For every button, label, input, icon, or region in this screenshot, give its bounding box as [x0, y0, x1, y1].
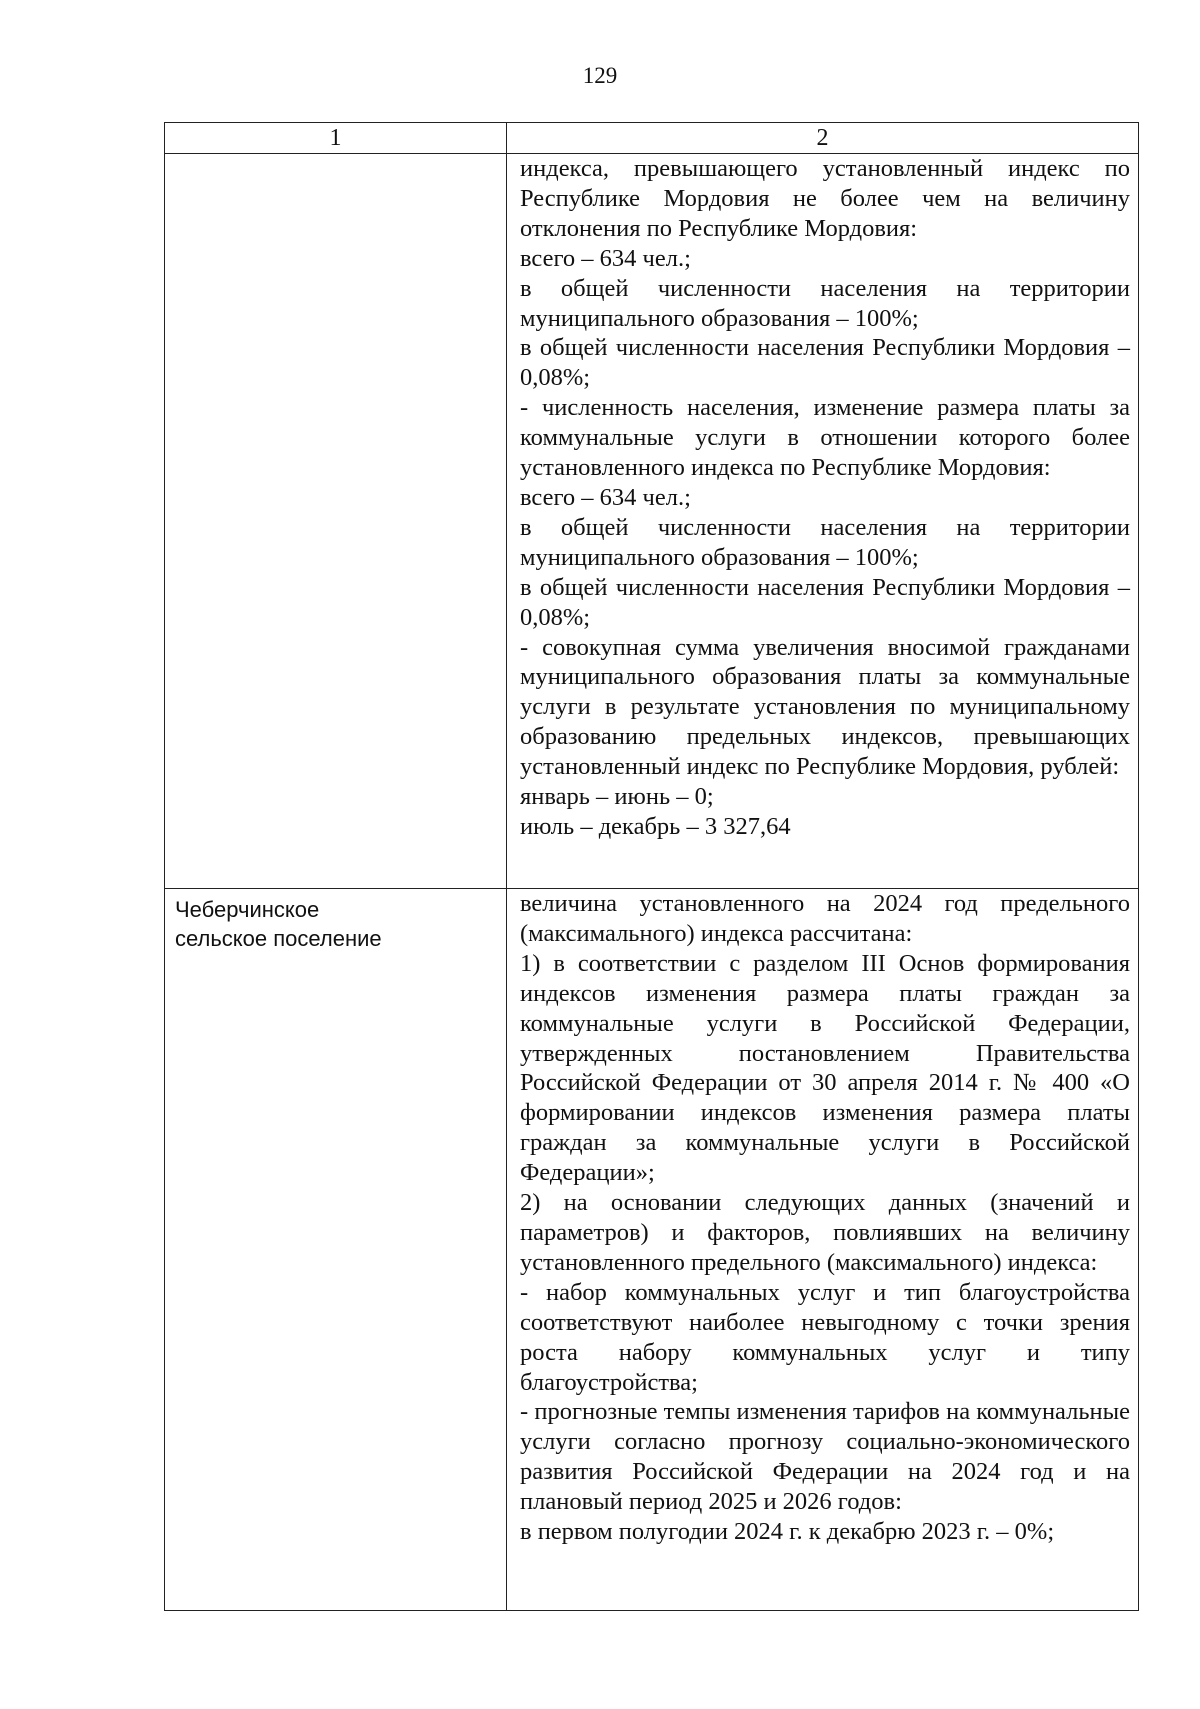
table-row — [165, 889, 1139, 1611]
text-line: январь – июнь – 0; — [520, 783, 714, 811]
text-line: величина установленного на 2024 год предельного (максимального) индекса рассчитана: — [520, 890, 1130, 947]
text-line: - численность населения, изменение размера платы за коммунальные услуги в отношении которого более установленного индекса по Республике Мордовия: — [520, 394, 1130, 482]
text-line: 1) в соответствии с разделом III Основ формирования индексов изменения размера платы граждан за коммунальные услуги в Российской Федерации, утвержденных постановлением Правительства Российской Федерации от 30 апреля 2014 г. № 400 «О формировании индексов изменения размера платы граждан за коммунальные услуги в Российской Федерации»; — [520, 949, 1130, 1187]
text-line: всего – 634 чел.; — [520, 483, 691, 511]
text-line: индекса, превышающего установленный индекс по Республике Мордовия не более чем на величину отклонения по Республике Мордовия: — [520, 155, 1130, 242]
column-header-1: 1 — [165, 123, 507, 154]
page-number: 129 — [582, 63, 618, 88]
table-row — [165, 154, 1139, 889]
municipality-name-cell — [165, 154, 507, 889]
text-line: всего – 634 чел.; — [520, 244, 691, 272]
text-line: в общей численности населения Республики Мордовия – 0,08%; — [520, 334, 1130, 392]
text-line: в общей численности населения на территории муниципального образования – 100%; — [520, 513, 1130, 571]
text-line: 2) на основании следующих данных (значений и параметров) и факторов, повлиявших на величину установленного предельного (максимального) индекса: — [520, 1189, 1130, 1276]
text-line: июль – декабрь – 3 327,64 — [520, 812, 791, 840]
description-cell — [507, 889, 1139, 1611]
text-line: - совокупная сумма увеличения вносимой гражданами муниципального образования платы за коммунальные услуги в результате установления по муниципальному образованию предельных индексов, превышающих установленный индекс по Республике Мордовия, рублей: — [520, 633, 1130, 781]
text-line: - набор коммунальных услуг и тип благоустройства соответствуют наиболее невыгодному с точки зрения роста набору коммунальных услуг и типу благоустройства; — [520, 1278, 1130, 1396]
text-line: в общей численности населения Республики Мордовия – 0,08%; — [520, 573, 1130, 631]
description-cell — [507, 154, 1139, 889]
table-header-row — [165, 123, 1139, 154]
municipality-name-line: сельское поселение — [175, 926, 382, 951]
text-line: - прогнозные темпы изменения тарифов на коммунальные услуги согласно прогнозу социально-экономического развития Российской Федерации на 2024 год и на плановый период 2025 и 2026 годов: — [520, 1398, 1130, 1516]
municipality-name-cell — [165, 889, 507, 1611]
text-line: в первом полугодии 2024 г. к декабрю 2023 г. – 0%; — [520, 1518, 1055, 1546]
column-header-2: 2 — [507, 123, 1139, 154]
text-line: в общей численности населения на территории муниципального образования – 100%; — [520, 274, 1130, 332]
municipality-name-line: Чеберчинское — [175, 897, 320, 922]
document-table — [164, 122, 1139, 1611]
